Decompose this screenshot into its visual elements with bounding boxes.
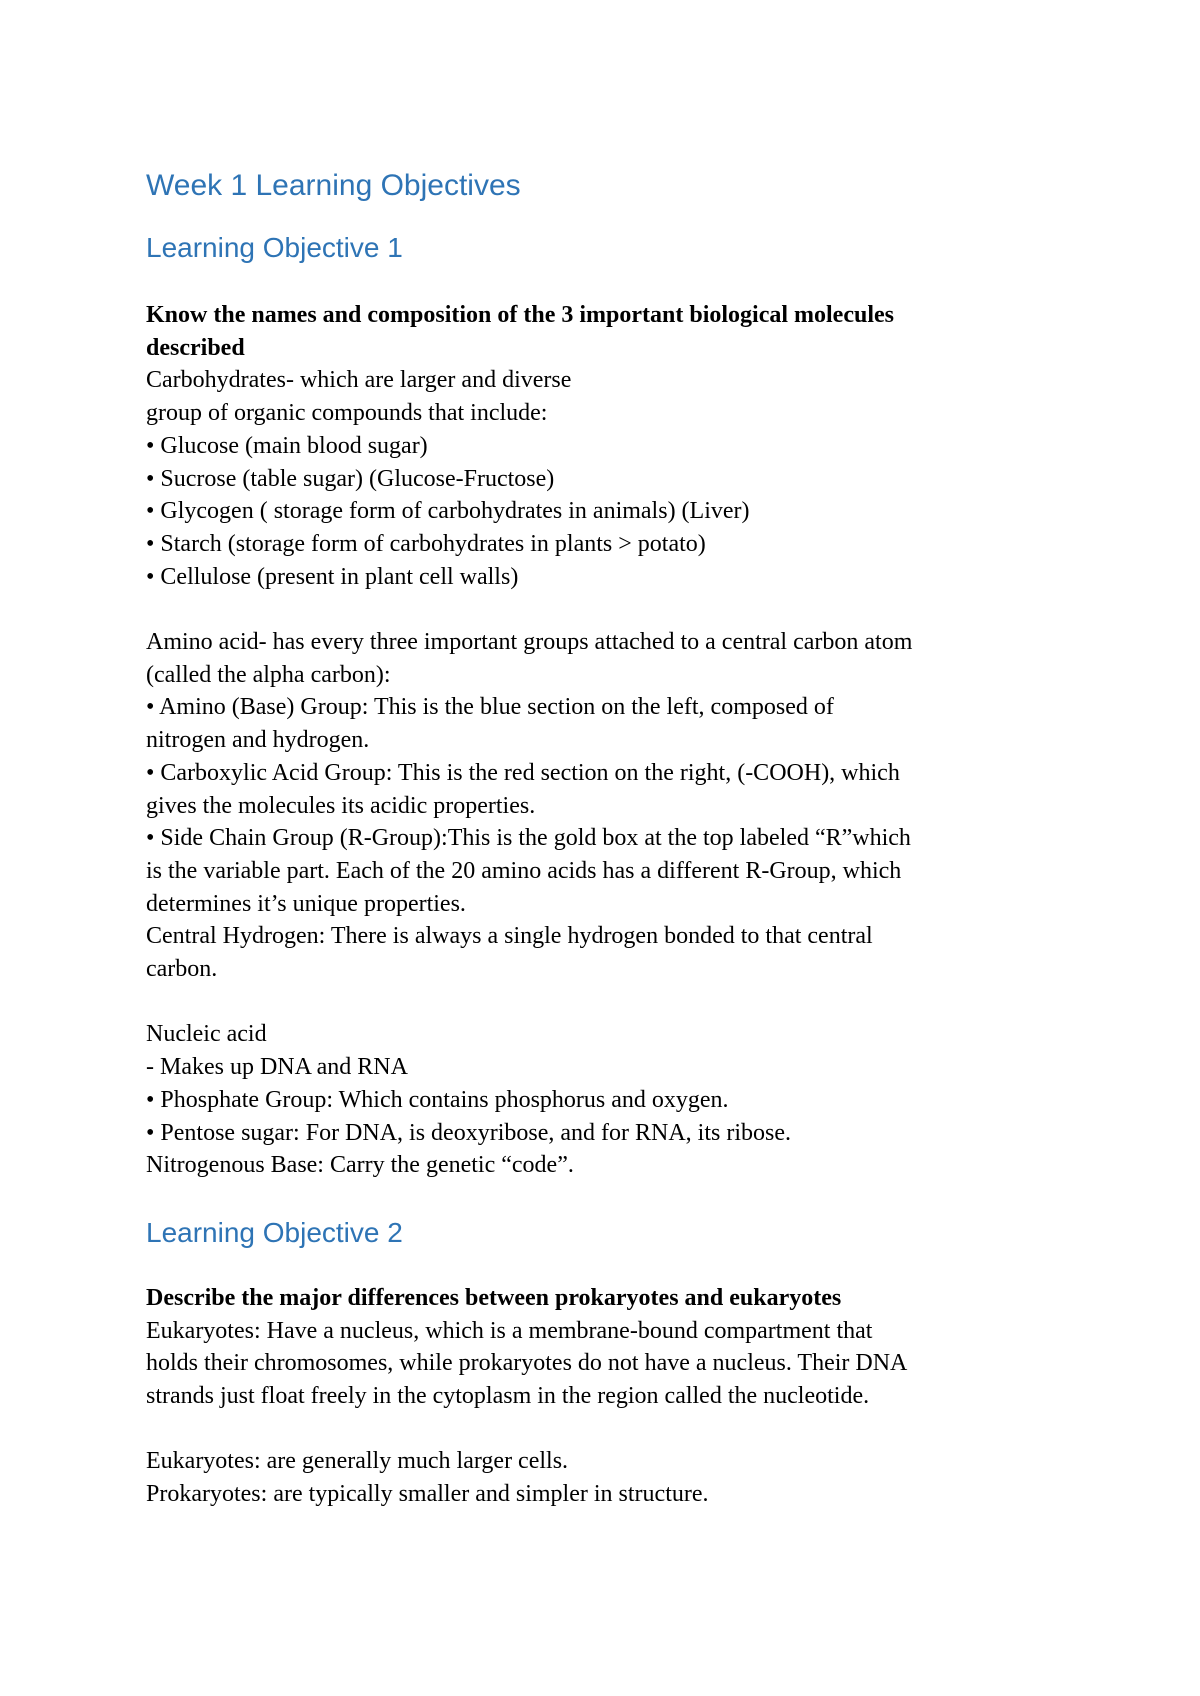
nucleic-acid-bullet: • Phosphate Group: Which contains phosphorus and oxygen. [146, 1086, 729, 1113]
amino-acid-line: determines it’s unique properties. [146, 890, 466, 917]
amino-acid-line: (called the alpha carbon): [146, 661, 391, 688]
lo1-heading: Learning Objective 1 [146, 232, 403, 263]
amino-acid-line: Central Hydrogen: There is always a single hydrogen bonded to that central [146, 923, 873, 950]
carbohydrates-bullet: • Cellulose (present in plant cell walls) [146, 563, 519, 590]
lo2-heading: Learning Objective 2 [146, 1216, 403, 1248]
nucleic-acid-line: Nitrogenous Base: Carry the genetic “code”. [146, 1152, 574, 1179]
carbohydrates-line: group of organic compounds that include: [146, 400, 548, 427]
blank-line [146, 593, 1086, 626]
lo2-paragraph-line: Prokaryotes: are typically smaller and simpler in structure. [146, 1481, 709, 1508]
carbohydrates-bullet: • Glucose (main blood sugar) [146, 432, 428, 459]
amino-acid-line: is the variable part. Each of the 20 amino acids has a different R-Group, which [146, 857, 902, 884]
nucleic-acid-line: - Makes up DNA and RNA [146, 1054, 408, 1081]
blank-line [146, 1413, 1086, 1446]
lo2-paragraph-line: Eukaryotes: are generally much larger cells. [146, 1448, 569, 1475]
amino-acid-line: nitrogen and hydrogen. [146, 727, 370, 754]
amino-acid-line: Amino acid- has every three important groups attached to a central carbon atom [146, 629, 913, 656]
lo1-subtitle-line: Know the names and composition of the 3 important biological molecules [146, 302, 894, 328]
lo2-paragraph-line: strands just float freely in the cytoplasm in the region called the nucleotide. [146, 1383, 870, 1410]
amino-acid-bullet: • Amino (Base) Group: This is the blue section on the left, composed of [146, 694, 834, 721]
lo1-subtitle-line: described [146, 334, 245, 361]
lo2-paragraph-line: Eukaryotes: Have a nucleus, which is a membrane-bound compartment that [146, 1317, 873, 1344]
amino-acid-line: gives the molecules its acidic properties. [146, 792, 536, 819]
lo2-paragraph-line: holds their chromosomes, while prokaryotes do not have a nucleus. Their DNA [146, 1350, 908, 1377]
carbohydrates-bullet: • Glycogen ( storage form of carbohydrates in animals) (Liver) [146, 498, 750, 525]
amino-acid-line: carbon. [146, 956, 218, 983]
document-body [146, 168, 1086, 1511]
lo1-section [146, 299, 1086, 1182]
carbohydrates-bullet: • Sucrose (table sugar) (Glucose-Fructose) [146, 465, 555, 492]
amino-acid-bullet: • Carboxylic Acid Group: This is the red section on the right, (-COOH), which [146, 759, 900, 786]
amino-acid-bullet: • Side Chain Group (R-Group):This is the gold box at the top labeled “R”which [146, 825, 911, 852]
lo2-section [146, 1282, 1086, 1511]
nucleic-acid-bullet: • Pentose sugar: For DNA, is deoxyribose, and for RNA, its ribose. [146, 1119, 791, 1146]
blank-line [146, 986, 1086, 1019]
carbohydrates-line: Carbohydrates- which are larger and diverse [146, 367, 572, 394]
lo2-subtitle: Describe the major differences between prokaryotes and eukaryotes [146, 1284, 842, 1311]
nucleic-acid-line: Nucleic acid [146, 1021, 267, 1048]
document-title: Week 1 Learning Objectives [146, 169, 521, 202]
carbohydrates-bullet: • Starch (storage form of carbohydrates in plants > potato) [146, 530, 706, 557]
